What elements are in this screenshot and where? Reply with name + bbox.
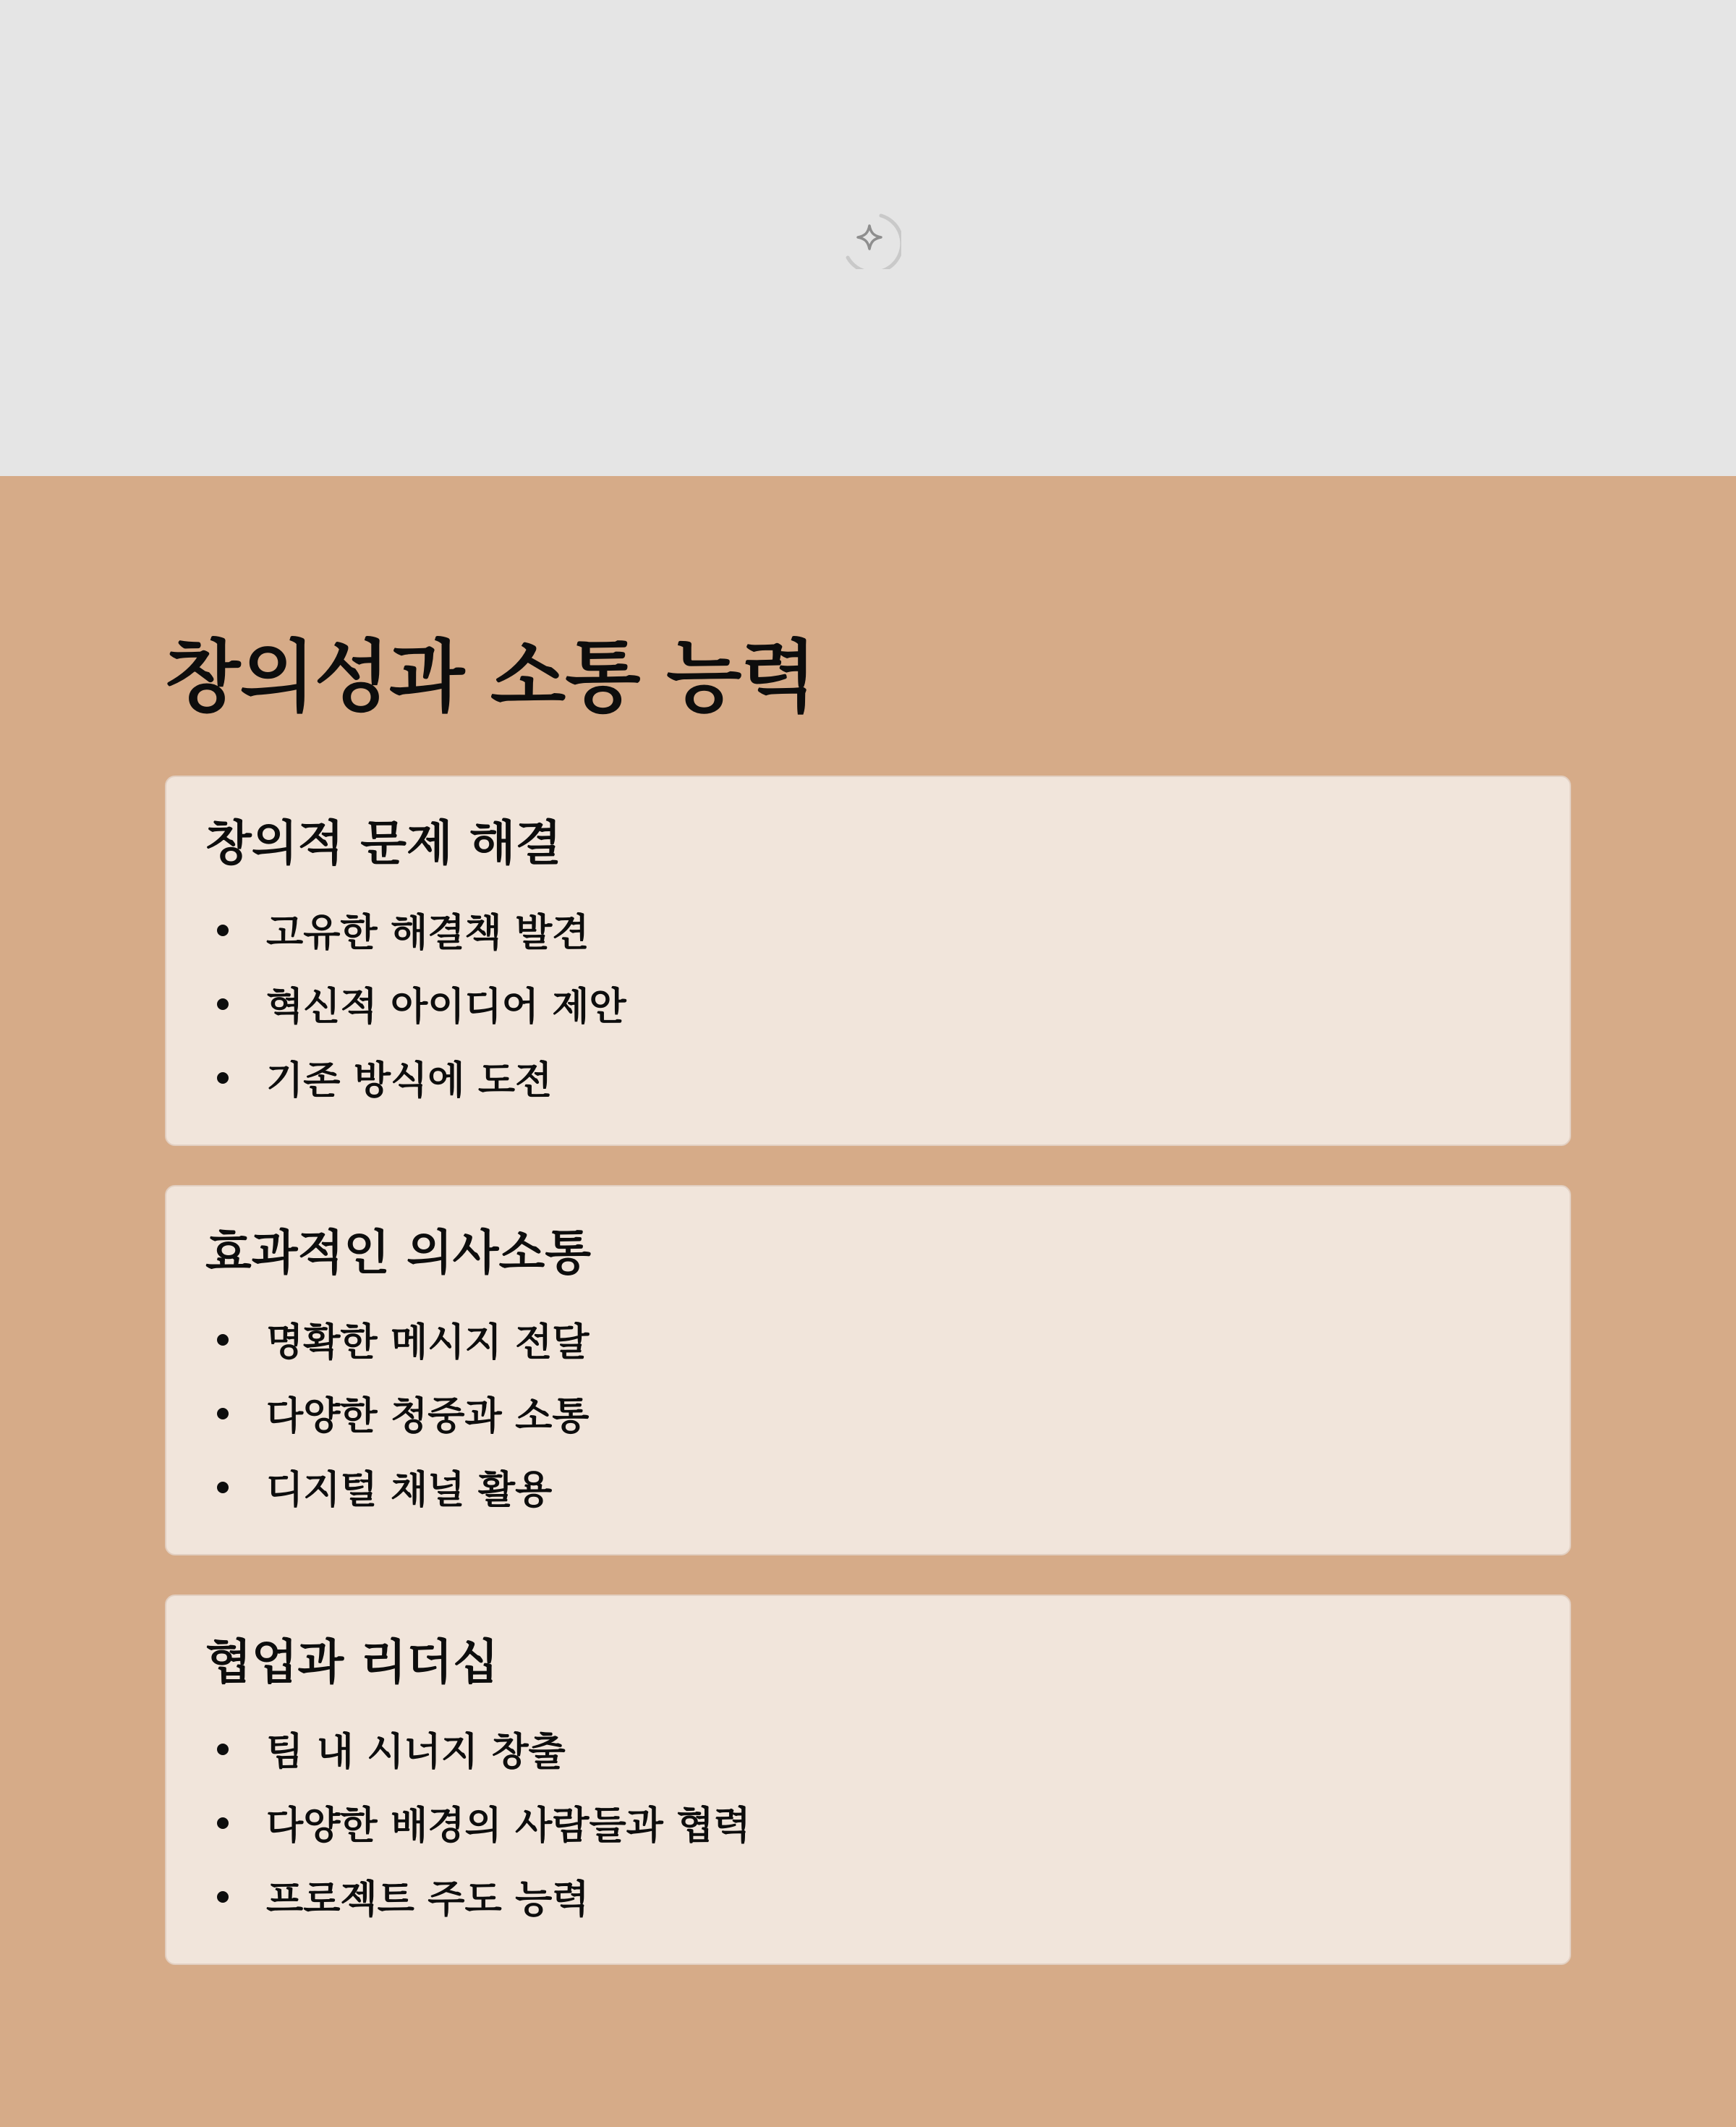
card-creative-problem-solving (165, 776, 1571, 1146)
card-title: 창의적 문제 해결 (205, 815, 562, 871)
bullet-icon (217, 1408, 229, 1419)
list-item-text: 기존 방식에 도전 (266, 1058, 553, 1103)
list-item-text: 명확한 메시지 전달 (266, 1320, 590, 1364)
skills-section (0, 476, 1736, 2127)
list-item-text: 프로젝트 주도 능력 (266, 1877, 590, 1922)
list-item-text: 디지털 채널 활용 (266, 1468, 553, 1512)
page-title: 창의성과 소통 능력 (165, 632, 816, 723)
bullet-list (205, 1302, 590, 1524)
card-title: 효과적인 의사소통 (205, 1225, 592, 1281)
bullet-icon (217, 998, 229, 1010)
bullet-icon (217, 1817, 229, 1829)
list-item (205, 1302, 590, 1376)
list-item (205, 1040, 626, 1114)
bullet-list (205, 1712, 751, 1933)
list-item (205, 893, 626, 967)
card-effective-communication (165, 1185, 1571, 1555)
list-item (205, 1712, 751, 1786)
list-item (205, 1786, 751, 1859)
list-item (205, 1859, 751, 1933)
list-item-text: 다양한 배경의 사람들과 협력 (266, 1804, 751, 1848)
list-item-text: 팀 내 시너지 창출 (266, 1730, 566, 1774)
bullet-list (205, 893, 626, 1114)
bullet-icon (217, 1482, 229, 1493)
card-title: 협업과 리더십 (205, 1634, 499, 1690)
list-item (205, 1376, 590, 1450)
bullet-icon (217, 1744, 229, 1755)
list-item (205, 1450, 590, 1524)
list-item-text: 혁신적 아이디어 제안 (266, 985, 626, 1029)
image-loading-placeholder (0, 0, 1736, 476)
bullet-icon (217, 925, 229, 936)
list-item-text: 고유한 해결책 발견 (266, 911, 590, 955)
card-collaboration-leadership (165, 1595, 1571, 1965)
bullet-icon (217, 1334, 229, 1346)
bullet-icon (217, 1072, 229, 1084)
sparkle-icon (838, 205, 901, 269)
list-item-text: 다양한 청중과 소통 (266, 1394, 590, 1438)
bullet-icon (217, 1891, 229, 1903)
list-item (205, 967, 626, 1040)
